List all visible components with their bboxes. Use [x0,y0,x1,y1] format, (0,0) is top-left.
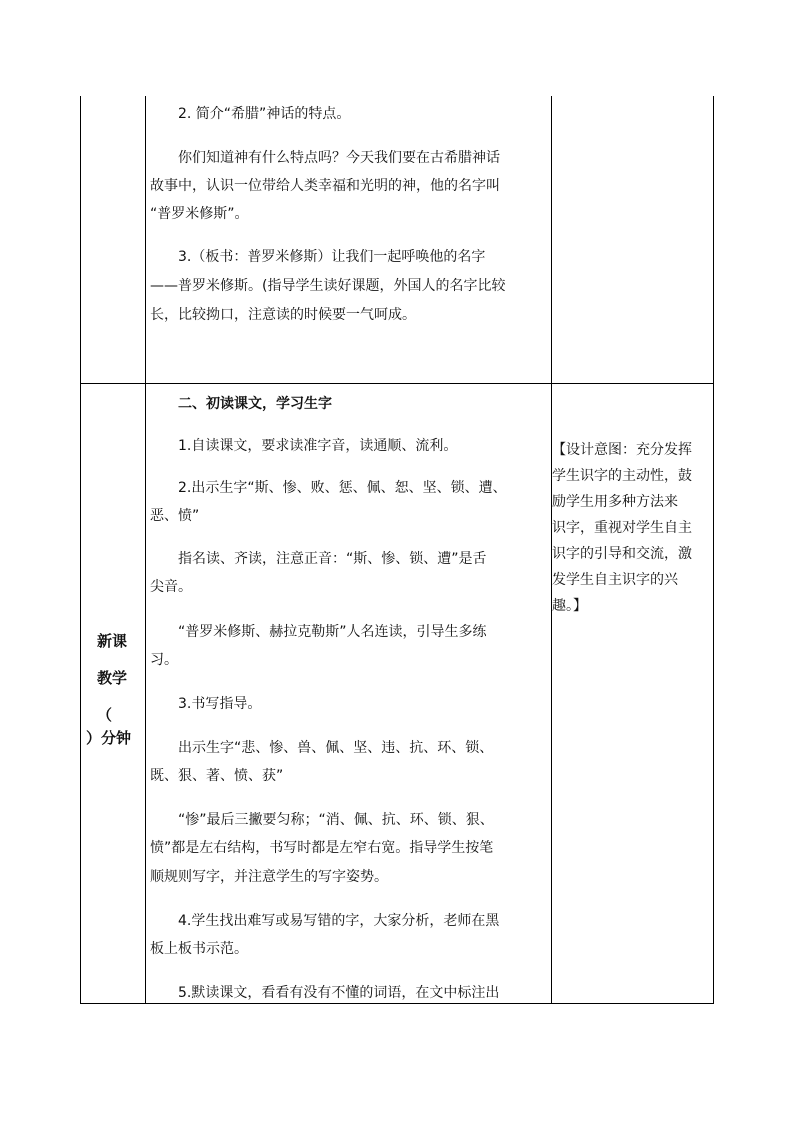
upper-item-3-l1: 3.（板书：普罗米修斯）让我们一起呼唤他的名字 [178,249,486,265]
table-divider-1 [145,96,146,1004]
section-heading: 二、初读课文，学习生字 [178,396,332,412]
step-3: 3.书写指导。 [178,696,262,712]
writing-guide-l1: “惨”最后三撇要匀称；“消、佩、抗、环、锁、狠、 [178,812,494,828]
section-label-line2: 教学 [97,669,128,687]
upper-item-2: 2. 简介“希腊”神话的特点。 [178,106,351,122]
step-5: 5.默读课文，看看有没有不懂的词语，在文中标注出 [178,985,500,1001]
pronunciation-l1: 指名读、齐读，注意正音：“斯、惨、锁、遭”是舌 [178,551,487,567]
writing-chars-l1: 出示生字“悲、惨、兽、佩、坚、违、抗、环、锁、 [178,740,494,756]
names-reading-l1: “普罗米修斯、赫拉克勒斯”人名连读，引导生多练 [178,624,487,640]
design-intent-line2: 学生识字的主动性，鼓 [552,468,692,484]
design-intent-line4: 识字，重视对学生自主 [552,520,692,536]
names-reading-l2: 习。 [150,652,178,668]
step-2-l1: 2.出示生字“斯、惨、败、惩、佩、恕、坚、锁、遭、 [178,480,507,496]
upper-item-2-body-l2: 故事中，认识一位带给人类幸福和光明的神，他的名字叫 [150,178,500,194]
pronunciation-l2: 尖音。 [150,579,192,595]
section-label-line3: （ [97,706,113,724]
step-4-l2: 板上板书示范。 [150,941,248,957]
section-label-line4: ）分钟 [86,729,132,747]
section-label-line1: 新课 [97,632,128,650]
design-intent-line6: 发学生自主识字的兴 [552,572,678,588]
writing-guide-l2: 愤”都是左右结构，书写时都是左窄右宽。指导学生按笔 [150,840,494,856]
step-1: 1.自读课文，要求读准字音，读通顺、流利。 [178,438,458,454]
design-intent-line7: 趣。】 [552,598,587,614]
step-2-l2: 恶、愤” [150,508,200,524]
upper-item-3-l3: 长，比较拗口，注意读的时候要一气呵成。 [150,307,416,323]
table-border-left [80,96,81,1004]
upper-item-3-l2: ——普罗米修斯。(指导学生读好课题，外国人的名字比较 [150,278,506,294]
design-intent-line3: 励学生用多种方法来 [552,494,678,510]
design-intent-note [552,437,714,619]
design-intent-line5: 识字的引导和交流，激 [552,546,692,562]
writing-guide-l3: 顺规则写字，并注意学生的写字姿势。 [150,869,388,885]
design-intent-line1: 【设计意图：充分发挥 [552,442,692,458]
step-4-l1: 4.学生找出难写或易写错的字，大家分析，老师在黑 [178,913,500,929]
table-row-separator [80,383,714,384]
writing-chars-l2: 既、狠、著、愤、获” [150,768,284,784]
upper-item-2-body-l3: “普罗米修斯”。 [150,206,249,222]
upper-item-2-body-l1: 你们知道神有什么特点吗？今天我们要在古希腊神话 [178,150,500,166]
